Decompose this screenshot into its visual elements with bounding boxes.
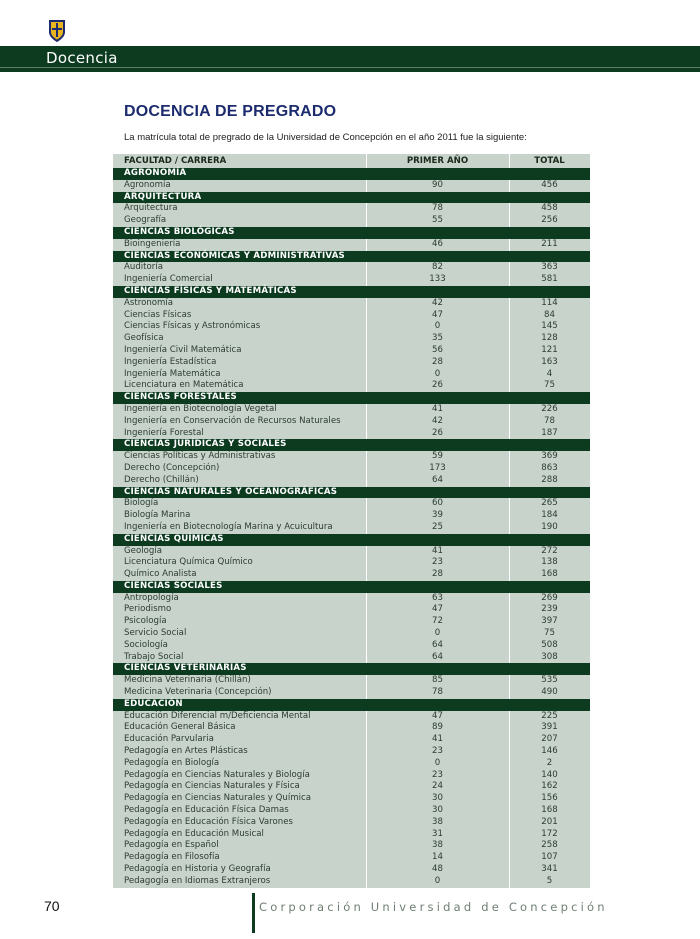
total-cell: 163 [541,356,558,367]
first-year-cell: 55 [432,215,443,226]
table-row [113,604,590,616]
table-row [113,180,590,192]
first-year-cell: 38 [432,816,443,827]
career-cell: Pedagogía en Ciencias Naturales y Física [124,781,300,792]
career-cell: Educación Parvularia [124,734,214,745]
category-row [113,168,590,180]
intro-text: La matrícula total de pregrado de la Universidad de Concepción en el año 2011 fue la siguiente: [124,132,527,143]
first-year-cell: 31 [432,828,443,839]
first-year-cell: 26 [432,427,443,438]
first-year-cell: 42 [432,297,443,308]
first-year-cell: 47 [432,309,443,320]
category-name: CIENCIAS FÍSICAS Y MATEMÁTICAS [124,285,297,296]
career-cell: Antropología [124,592,179,603]
career-cell: Astronomía [124,297,174,308]
career-cell: Bioingeniería [124,238,181,249]
header-divider [0,67,700,68]
university-shield-logo [48,19,66,43]
enrollment-table [113,154,590,888]
career-cell: Biología [124,498,159,509]
total-cell: 114 [541,297,558,308]
career-cell: Pedagogía en Ciencias Naturales y Biología [124,769,310,780]
category-name: CIENCIAS JURÍDICAS Y SOCIALES [124,439,287,450]
table-row [113,734,590,746]
table-row [113,321,590,333]
table-row [113,852,590,864]
category-name: CIENCIAS FORESTALES [124,392,237,403]
table-row [113,357,590,369]
first-year-cell: 28 [432,356,443,367]
category-name: EDUCACIÓN [124,698,183,709]
table-row [113,333,590,345]
total-cell: 168 [541,569,558,580]
career-cell: Químico Analista [124,569,197,580]
first-year-cell: 173 [429,462,446,473]
category-name: CIENCIAS QUÍMICAS [124,533,224,544]
career-cell: Derecho (Chillán) [124,474,199,485]
table-row [113,451,590,463]
career-cell: Geografía [124,215,167,226]
career-cell: Biología Marina [124,510,191,521]
table-row [113,310,590,322]
career-cell: Pedagogía en Educación Musical [124,828,264,839]
table-row [113,262,590,274]
first-year-cell: 47 [432,604,443,615]
total-cell: 84 [544,309,555,320]
header-career: FACULTAD / CARRERA [124,156,227,166]
table-header-row [113,154,590,168]
table-row [113,746,590,758]
category-row [113,487,590,499]
first-year-cell: 23 [432,557,443,568]
total-cell: 187 [541,427,558,438]
first-year-cell: 0 [434,628,441,639]
first-year-cell: 72 [432,616,443,627]
first-year-cell: 64 [432,474,443,485]
total-cell: 145 [541,321,558,332]
table-row [113,805,590,817]
total-cell: 2 [546,757,553,768]
category-name: CIENCIAS NATURALES Y OCEANOGRÁFICAS [124,486,338,497]
page-title: DOCENCIA DE PREGRADO [124,103,337,120]
footer-text: Corporación Universidad de Concepción [259,900,608,914]
category-row [113,192,590,204]
total-cell: 5 [546,875,553,886]
table-row [113,239,590,251]
total-cell: 272 [541,545,558,556]
first-year-cell: 24 [432,781,443,792]
career-cell: Pedagogía en Filosofía [124,852,220,863]
category-row [113,251,590,263]
first-year-cell: 25 [432,521,443,532]
career-cell: Agronomía [124,179,171,190]
total-cell: 78 [544,415,555,426]
total-cell: 535 [541,675,558,686]
total-cell: 4 [546,368,553,379]
first-year-cell: 38 [432,840,443,851]
total-cell: 146 [541,746,558,757]
career-cell: Sociología [124,639,168,650]
total-cell: 211 [541,238,558,249]
career-cell: Pedagogía en Español [124,840,219,851]
table-row [113,876,590,888]
table-row [113,510,590,522]
category-row [113,439,590,451]
table-row [113,298,590,310]
career-cell: Arquitectura [124,203,178,214]
table-row [113,793,590,805]
table-row [113,522,590,534]
first-year-cell: 64 [432,651,443,662]
category-row [113,581,590,593]
career-cell: Ingeniería en Conservación de Recursos Naturales [124,415,341,426]
total-cell: 168 [541,805,558,816]
career-cell: Ciencias Físicas y Astronómicas [124,321,261,332]
total-cell: 184 [541,510,558,521]
first-year-cell: 56 [432,344,443,355]
total-cell: 226 [541,403,558,414]
career-cell: Trabajo Social [124,651,184,662]
page-number: 70 [44,898,60,914]
career-cell: Ciencias Físicas [124,309,192,320]
total-cell: 308 [541,651,558,662]
total-cell: 128 [541,333,558,344]
total-cell: 256 [541,215,558,226]
first-year-cell: 39 [432,510,443,521]
total-cell: 201 [541,816,558,827]
total-cell: 341 [541,864,558,875]
table-row [113,404,590,416]
total-cell: 363 [541,262,558,273]
first-year-cell: 78 [432,687,443,698]
career-cell: Ciencias Políticas y Administrativas [124,451,276,462]
table-row [113,817,590,829]
career-cell: Ingeniería Forestal [124,427,204,438]
category-name: CIENCIAS VETERINARIAS [124,663,247,674]
section-header-band [0,46,700,72]
career-cell: Educación General Básica [124,722,236,733]
total-cell: 239 [541,604,558,615]
first-year-cell: 59 [432,451,443,462]
table-row [113,687,590,699]
table-row [113,557,590,569]
career-cell: Licenciatura en Matemática [124,380,244,391]
total-cell: 490 [541,687,558,698]
table-body [113,168,590,888]
career-cell: Servicio Social [124,628,187,639]
first-year-cell: 41 [432,545,443,556]
first-year-cell: 47 [432,710,443,721]
category-name: CIENCIAS ECONÓMICAS Y ADMINISTRATIVAS [124,250,345,261]
first-year-cell: 133 [429,274,446,285]
career-cell: Medicina Veterinaria (Concepción) [124,687,272,698]
career-cell: Geología [124,545,162,556]
total-cell: 508 [541,639,558,650]
table-row [113,428,590,440]
career-cell: Pedagogía en Historia y Geografía [124,864,271,875]
first-year-cell: 85 [432,675,443,686]
total-cell: 258 [541,840,558,851]
category-row [113,392,590,404]
total-cell: 156 [541,793,558,804]
total-cell: 225 [541,710,558,721]
table-row [113,475,590,487]
footer-divider [252,893,255,933]
table-row [113,569,590,581]
table-row [113,215,590,227]
category-row [113,663,590,675]
first-year-cell: 90 [432,179,443,190]
total-cell: 458 [541,203,558,214]
table-row [113,770,590,782]
total-cell: 121 [541,344,558,355]
first-year-cell: 64 [432,639,443,650]
table-row [113,829,590,841]
table-row [113,463,590,475]
category-name: ARQUITECTURA [124,191,202,202]
career-cell: Pedagogía en Artes Plásticas [124,746,248,757]
total-cell: 140 [541,769,558,780]
total-cell: 391 [541,722,558,733]
career-cell: Psicología [124,616,167,627]
table-row [113,546,590,558]
career-cell: Periodismo [124,604,172,615]
table-row [113,758,590,770]
first-year-cell: 41 [432,403,443,414]
career-cell: Derecho (Concepción) [124,462,220,473]
table-row [113,380,590,392]
table-row [113,616,590,628]
total-cell: 265 [541,498,558,509]
first-year-cell: 46 [432,238,443,249]
first-year-cell: 35 [432,333,443,344]
total-cell: 75 [544,628,555,639]
table-row [113,652,590,664]
career-cell: Educación Diferencial m/Deficiencia Mental [124,710,311,721]
category-row [113,534,590,546]
table-row [113,274,590,286]
first-year-cell: 26 [432,380,443,391]
career-cell: Pedagogía en Ciencias Naturales y Química [124,793,311,804]
career-cell: Ingeniería Comercial [124,274,213,285]
career-cell: Geofísica [124,333,164,344]
career-cell: Medicina Veterinaria (Chillán) [124,675,251,686]
table-row [113,628,590,640]
career-cell: Ingeniería Matemática [124,368,221,379]
category-row [113,286,590,298]
first-year-cell: 14 [432,852,443,863]
total-cell: 75 [544,380,555,391]
table-row [113,369,590,381]
category-row [113,227,590,239]
total-cell: 863 [541,462,558,473]
total-cell: 581 [541,274,558,285]
first-year-cell: 0 [434,368,441,379]
first-year-cell: 48 [432,864,443,875]
career-cell: Pedagogía en Idiomas Extranjeros [124,875,271,886]
first-year-cell: 23 [432,746,443,757]
total-cell: 369 [541,451,558,462]
first-year-cell: 63 [432,592,443,603]
career-cell: Pedagogía en Educación Física Damas [124,805,289,816]
first-year-cell: 42 [432,415,443,426]
total-cell: 107 [541,852,558,863]
total-cell: 269 [541,592,558,603]
header-total: TOTAL [534,156,565,166]
table-row [113,864,590,876]
first-year-cell: 82 [432,262,443,273]
header-first-year: PRIMER AÑO [406,156,469,166]
first-year-cell: 23 [432,769,443,780]
first-year-cell: 30 [432,793,443,804]
total-cell: 162 [541,781,558,792]
table-row [113,593,590,605]
first-year-cell: 28 [432,569,443,580]
total-cell: 207 [541,734,558,745]
table-row [113,781,590,793]
total-cell: 190 [541,521,558,532]
table-row [113,711,590,723]
table-row [113,840,590,852]
total-cell: 456 [541,179,558,190]
category-name: CIENCIAS BIOLÓGICAS [124,226,235,237]
career-cell: Ingeniería Estadística [124,356,217,367]
first-year-cell: 78 [432,203,443,214]
first-year-cell: 0 [434,757,441,768]
table-row [113,498,590,510]
category-name: AGRONOMÍA [124,168,187,178]
career-cell: Ingeniería en Biotecnología Vegetal [124,403,277,414]
table-row [113,722,590,734]
table-row [113,203,590,215]
table-row [113,675,590,687]
first-year-cell: 30 [432,805,443,816]
total-cell: 288 [541,474,558,485]
career-cell: Ingeniería en Biotecnología Marina y Acuicultura [124,521,333,532]
category-row [113,699,590,711]
table-row [113,416,590,428]
table-row [113,640,590,652]
section-label: Docencia [46,49,118,67]
first-year-cell: 60 [432,498,443,509]
career-cell: Auditoría [124,262,163,273]
career-cell: Licenciatura Química Químico [124,557,253,568]
total-cell: 397 [541,616,558,627]
career-cell: Pedagogía en Educación Física Varones [124,816,293,827]
first-year-cell: 0 [434,875,441,886]
first-year-cell: 89 [432,722,443,733]
total-cell: 172 [541,828,558,839]
total-cell: 138 [541,557,558,568]
table-row [113,345,590,357]
first-year-cell: 41 [432,734,443,745]
career-cell: Pedagogía en Biología [124,757,220,768]
category-name: CIENCIAS SOCIALES [124,580,223,591]
career-cell: Ingeniería Civil Matemática [124,344,242,355]
first-year-cell: 0 [434,321,441,332]
